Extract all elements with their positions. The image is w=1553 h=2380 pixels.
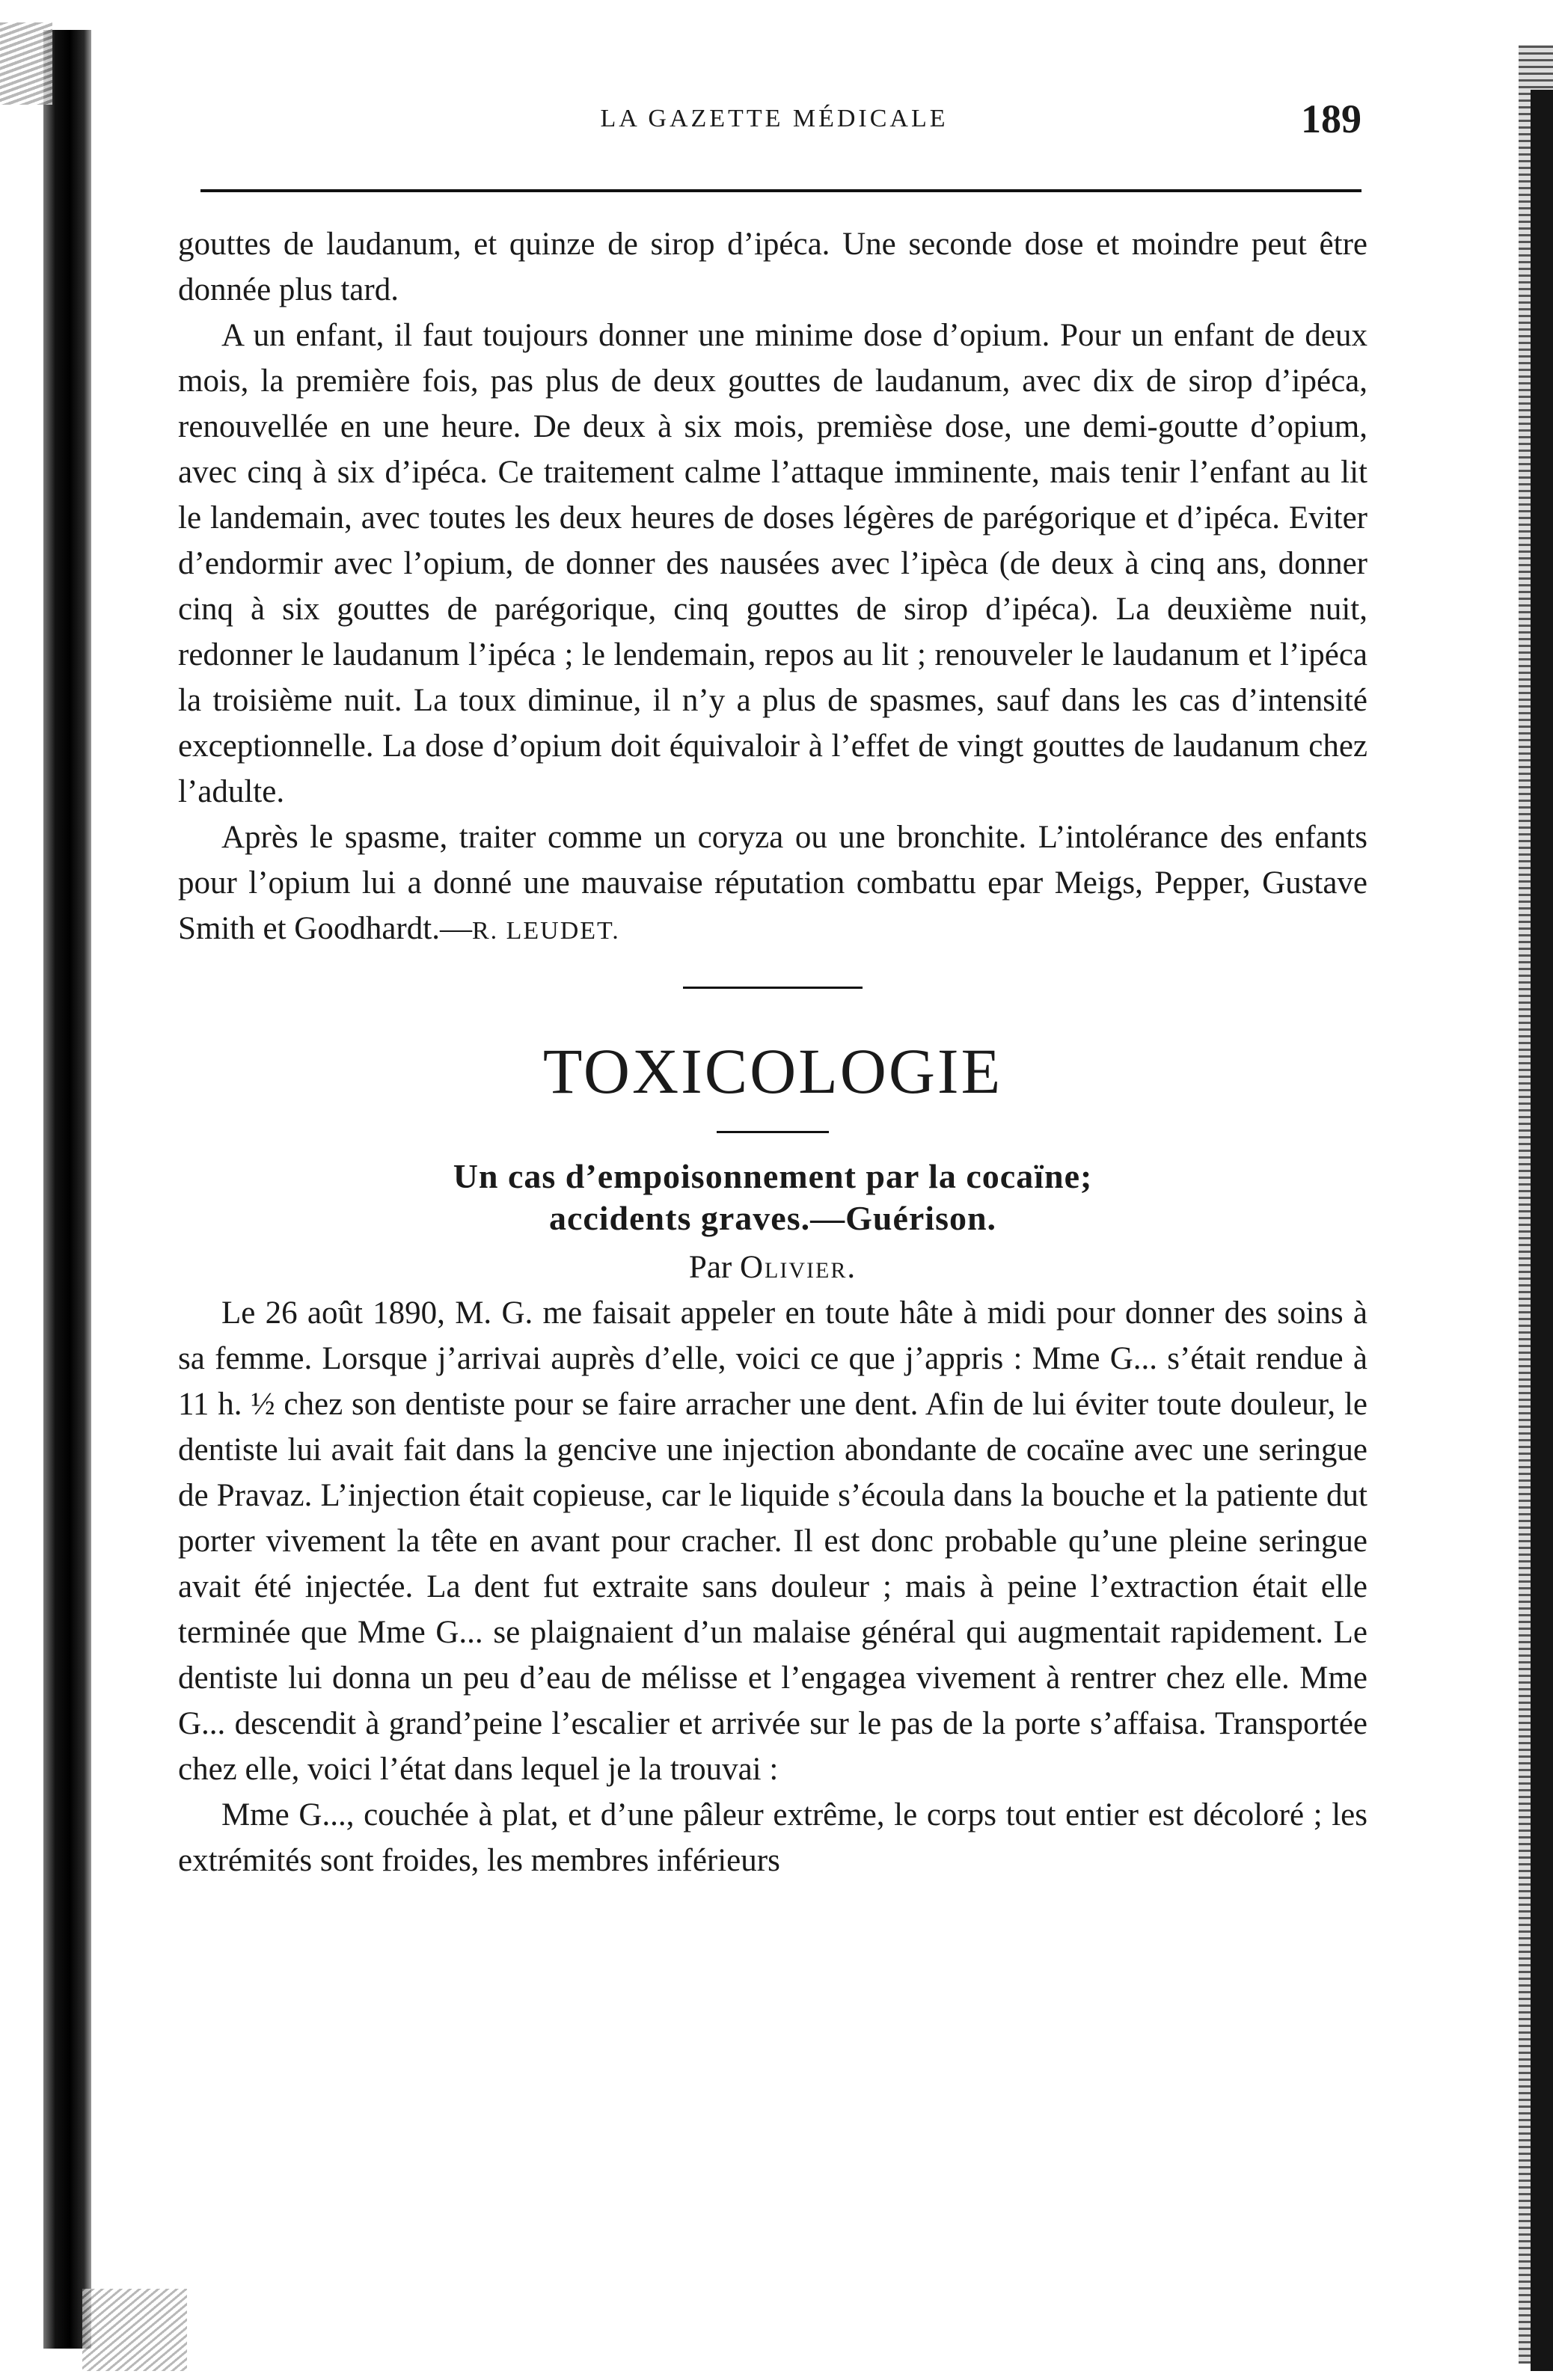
- section-title: TOXICOLOGIE: [542, 1035, 1003, 1107]
- paragraph-text: Après le spasme, traiter comme un coryza ou une bronchite. L’intolérance des enfants pour l’opium lui a donné une mauvaise réputation combattu epar Meigs, Pepper, Gustave Smith et Goodhardt.—: [178, 820, 1367, 946]
- header-rule: [200, 189, 1361, 192]
- article-title-line: accidents graves.—Guérison.: [548, 1199, 997, 1237]
- paragraph: Le 26 août 1890, M. G. me faisait appeler en toute hâte à midi pour donner des soins à sa femme. Lorsque j’arrivai auprès d’elle, voici ce que j’appris : Mme G... s’était rendue à 11 h. ½ chez son dentiste pour se faire arracher une dent. Afin de lui éviter toute douleur, le dentiste lui avait fait dans la gencive une injection abondante de cocaïne avec une seringue de Pravaz. L’injection était copieuse, car le liquide s’écoula dans la bouche et la patiente dut porter vivement la tête en avant pour cracher. Il est donc probable qu’une pleine seringue avait été injectée. La dent fut extraite sans douleur ; mais à peine l’extraction était elle terminée que Mme G... se plaignaient d’un malaise général qui augmentait rapidement. Le dentiste lui donna un peu d’eau de mélisse et l’engagea vivement à rentrer chez elle. Mme G... descendit à grand’peine l’escalier et arrivée sur le pas de la porte s’affaisa. Transportée chez elle, voici l’état dans lequel je la trouvai :: [178, 1295, 1367, 1787]
- article-title-line: Un cas d’empoisonnement par la cocaïne;: [453, 1157, 1093, 1195]
- byline-prefix: Par: [688, 1250, 732, 1285]
- paragraph: gouttes de laudanum, et quinze de sirop d’ipéca. Une seconde dose et moindre peut être donnée plus tard.: [178, 227, 1367, 307]
- byline: [178, 1245, 1367, 1290]
- paragraph: [178, 815, 1367, 954]
- scan-artifact-bottom: [82, 2289, 187, 2371]
- scan-artifact-top: [0, 22, 52, 105]
- author-signature: R. LEUDET.: [471, 917, 620, 945]
- paragraph: A un enfant, il faut toujours donner une minime dose d’opium. Pour un enfant de deux mois, la première fois, pas plus de deux gouttes de laudanum, avec dix de sirop d’ipéca, renouvellée en une heure. De deux à six mois, premièse dose, une demi-goutte d’opium, avec cinq à six d’ipéca. Ce traitement calme l’attaque imminente, mais tenir l’enfant au lit le landemain, avec toutes les deux heures de doses légères de parégorique et d’ipéca. Eviter d’endormir avec l’opium, de donner des nausées avec l’ipèca (de deux à cinq ans, donner cinq à six gouttes de parégorique, cinq gouttes de sirop d’ipéca). La deuxième nuit, redonner le laudanum l’ipéca ; le lendemain, repos au lit ; renouveler le laudanum et l’ipéca la troisième nuit. La toux diminue, il n’y a plus de spasmes, sauf dans les cas d’intensité exceptionnelle. La dose d’opium doit équivaloir à l’effet de vingt gouttes de laudanum chez l’adulte.: [178, 318, 1367, 809]
- text-column: [178, 221, 1367, 1883]
- title-separator: [717, 1131, 829, 1133]
- paragraph: Mme G..., couchée à plat, et d’une pâleur extrême, le corps tout entier est décoloré ; les extrémités sont froides, les membres inférieurs: [178, 1797, 1367, 1878]
- page-edge-shadow: [1531, 90, 1553, 2371]
- section-separator: [683, 987, 863, 989]
- article-title: [178, 1156, 1367, 1239]
- page-number: 189: [1301, 96, 1361, 141]
- byline-author: Olivier.: [739, 1250, 857, 1285]
- book-spine-shadow: [43, 30, 91, 2349]
- running-head: LA GAZETTE MÉDICALE: [600, 105, 949, 132]
